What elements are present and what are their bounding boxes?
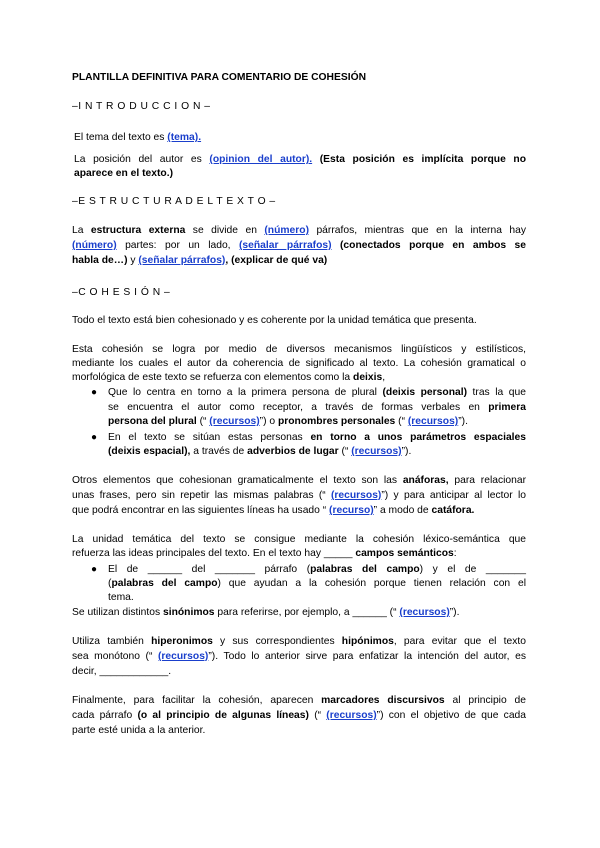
bullet-1-line-1: Que lo centra en torno a la primera persona de plural (deixis personal) tras la que	[108, 387, 526, 398]
cohesion-paragraph-1: Todo el texto está bien cohesionado y es coherente por la unidad temática que presenta.	[72, 315, 477, 326]
bullet-2-line-2: (deixis espacial), a través de adverbios de lugar (“ (recursos)”).	[108, 446, 412, 457]
section-heading-introduccion: –I N T R O D U C C I O N –	[72, 101, 211, 112]
numero-link-2[interactable]: (número)	[72, 240, 117, 251]
tema-link[interactable]: (tema).	[167, 132, 202, 143]
intro-posicion-line-2: aparece en el texto.)	[74, 168, 174, 179]
bullet-icon: ●	[91, 387, 98, 398]
cohesion-p3-line-2: unas frases, pero sin repetir las mismas palabras (“ (recursos)”) y para anticipar al lector lo	[72, 490, 526, 501]
intro-tema-line: El tema del texto es (tema).	[74, 132, 202, 143]
cohesion-p3-line-1: Otros elementos que cohesionan gramaticalmente el texto son las anáforas, para relacionar	[72, 475, 527, 486]
cohesion-p5: Se utilizan distintos sinónimos para referirse, por ejemplo, a ______ (“ (recursos)”).	[72, 607, 460, 618]
bullet-3-line-2: (palabras del campo) que ayudan a la cohesión porque tienen relación con el	[108, 578, 526, 589]
recursos-link[interactable]: (recursos)	[399, 607, 450, 618]
recursos-link[interactable]: (recursos)	[158, 651, 209, 662]
bullet-2-line-1: En el texto se sitúan estas personas en torno a unos parámetros espaciales	[108, 432, 526, 443]
cohesion-p3-line-3: que podrá encontrar en las siguientes líneas ha usado “ (recurso)” a modo de catáfora.	[72, 505, 475, 516]
bullet-3-line-3: tema.	[108, 592, 134, 603]
bullet-icon: ●	[91, 432, 98, 443]
cohesion-p7-line-3: parte esté unida a la anterior.	[72, 725, 206, 736]
recursos-link[interactable]: (recursos)	[351, 446, 402, 457]
intro-posicion-line: La posición del autor es (opinion del autor). (Esta posición es implícita porque no	[74, 154, 527, 165]
recursos-link[interactable]: (recursos)	[331, 490, 382, 501]
document-title: PLANTILLA DEFINITIVA PARA COMENTARIO DE COHESIÓN	[72, 72, 367, 83]
cohesion-p7-line-1: Finalmente, para facilitar la cohesión, aparecen marcadores discursivos al principio de	[72, 695, 526, 706]
estructura-line-1: La estructura externa se divide en (número) párrafos, mientras que en la interna hay	[72, 225, 526, 236]
cohesion-p6-line-2: sea monótono (“ (recursos)”). Todo lo anterior sirve para enfatizar la intención del autor, es	[72, 651, 526, 662]
cohesion-p6-line-1: Utiliza también hiperonimos y sus correspondientes hipónimos, para evitar que el texto	[72, 636, 526, 647]
recursos-link[interactable]: (recursos)	[209, 416, 260, 427]
recursos-link[interactable]: (recursos)	[407, 416, 459, 427]
bullet-3-line-1: El de ______ del _______ párrafo (palabras del campo) y el de _______	[108, 564, 526, 575]
bullet-icon: ●	[91, 564, 98, 575]
recurso-link[interactable]: (recurso)	[329, 505, 374, 516]
cohesion-p6-line-3: decir, ____________.	[72, 666, 172, 677]
senalar-parrafos-link-2[interactable]: (señalar párrafos)	[138, 255, 226, 266]
estructura-line-2: (número) partes: por un lado, (señalar párrafos) (conectados porque en ambos se	[72, 240, 526, 251]
cohesion-p4-line-1: La unidad temática del texto se consigue mediante la cohesión léxico-semántica que	[72, 534, 526, 545]
bullet-1-line-2: se encuentra el autor como receptor, a través de formas verbales en primera	[108, 402, 526, 413]
recursos-link[interactable]: (recursos)	[326, 710, 377, 721]
cohesion-p4-line-2: refuerza las ideas principales del texto. En el texto hay _____ campos semánticos:	[72, 548, 457, 559]
bullet-1-line-3: persona del plural (“ (recursos)”) o pronombres personales (“ (recursos)”).	[108, 416, 468, 427]
cohesion-p2-line-3: morfológica de este texto se refuerza con elementos como la deixis,	[72, 372, 386, 383]
cohesion-p2-line-1: Esta cohesión se logra por medio de diversos mecanismos lingüísticos y estilísticos,	[72, 344, 526, 355]
cohesion-p7-line-2: cada párrafo (o al principio de algunas líneas) (“ (recursos)”) con el objetivo de que cada	[72, 710, 526, 721]
cohesion-p2-line-2: mediante los cuales el autor da coherencia de significado al texto. La cohesión gramatical o	[72, 358, 526, 369]
opinion-autor-link[interactable]: (opinion del autor).	[209, 154, 313, 165]
section-heading-cohesion: –C O H E S I Ó N –	[72, 287, 171, 298]
numero-link[interactable]: (número)	[264, 225, 309, 236]
section-heading-estructura: –E S T R U C T U R A D E L T E X T O –	[72, 196, 276, 207]
estructura-line-3: habla de…) y (señalar párrafos), (explicar de qué va)	[72, 255, 328, 266]
senalar-parrafos-link[interactable]: (señalar párrafos)	[238, 240, 332, 251]
